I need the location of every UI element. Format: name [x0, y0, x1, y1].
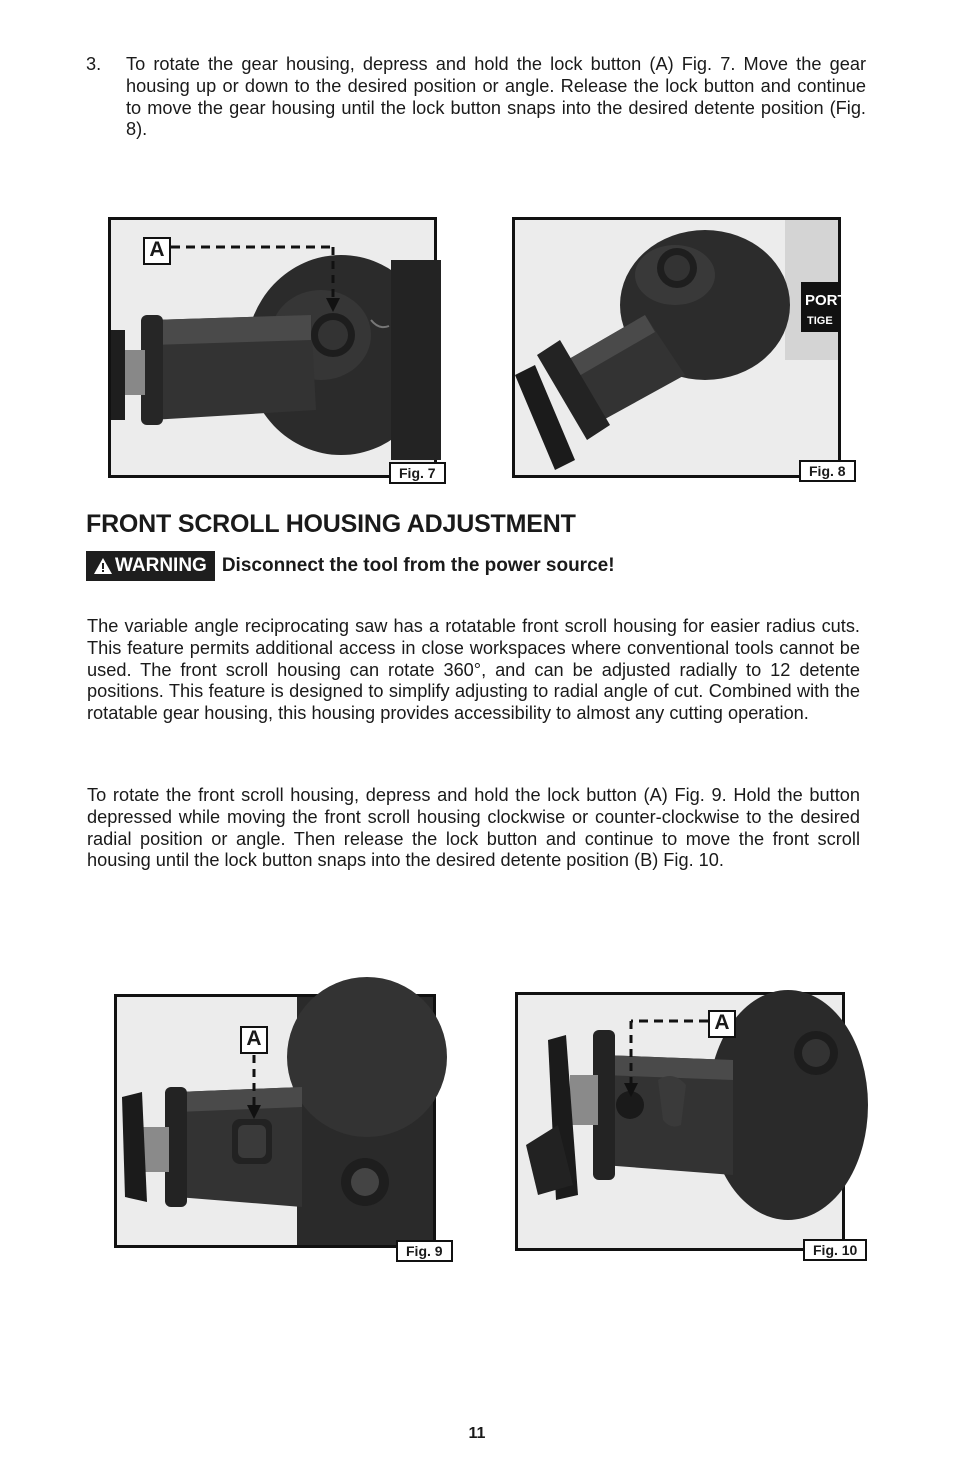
step-text: To rotate the gear housing, depress and hold the lock button (A) Fig. 7. Move the gear housing up or down to the desired position or angle. Release the lock button and continue to move the gear housing until the lock button snaps into the desired detente position (Fig. 8).: [126, 54, 866, 140]
figure-10: [515, 992, 845, 1251]
figure-8: [512, 217, 847, 478]
warning-row: [86, 551, 615, 581]
fig8-brand-text: PORT: [805, 292, 847, 309]
paragraph-1: The variable angle reciprocating saw has a rotatable front scroll housing for easier radius cuts. This feature permits additional access in close workspaces where conventional tools cannot be used. The front scroll housing can rotate 360°, and can be adjusted radially to 12 detente positions. This feature is designed to simplify adjusting to radial angle of cut. Combined with the rotatable gear housing, this housing provides accessibility to almost any cutting operation.: [87, 616, 860, 724]
step-3: [86, 54, 866, 141]
callout-a: A: [708, 1010, 736, 1038]
section-title: FRONT SCROLL HOUSING ADJUSTMENT: [86, 510, 576, 538]
warning-badge-label: WARNING: [115, 555, 207, 576]
warning-badge: [86, 551, 215, 581]
figure-9: [114, 994, 436, 1248]
fig10-label: Fig. 10: [803, 1239, 867, 1261]
fig8-label: Fig. 8: [799, 460, 856, 482]
fig9-label: Fig. 9: [396, 1240, 453, 1262]
figure-7: [108, 217, 437, 478]
warning-triangle-icon: [94, 558, 112, 574]
fig7-label: Fig. 7: [389, 462, 446, 484]
callout-a: A: [240, 1026, 268, 1054]
page-number: 11: [468, 1425, 486, 1442]
fig9-saw-photo: [117, 997, 433, 1245]
warning-text: Disconnect the tool from the power source!: [221, 555, 615, 576]
fig10-saw-photo: [518, 995, 842, 1248]
fig8-saw-photo: [515, 220, 838, 475]
fig8-brand-text-2: TIGE: [807, 315, 833, 327]
callout-a: A: [143, 237, 171, 265]
step-number: 3.: [86, 54, 102, 74]
paragraph-2: To rotate the front scroll housing, depress and hold the lock button (A) Fig. 9. Hold the button depressed while moving the front scroll housing clockwise or counter-clockwise to the desired radial position or angle. Then release the lock button and continue to move the front scroll housing until the lock button snaps into the desired detente position (B) Fig. 10.: [87, 785, 860, 871]
